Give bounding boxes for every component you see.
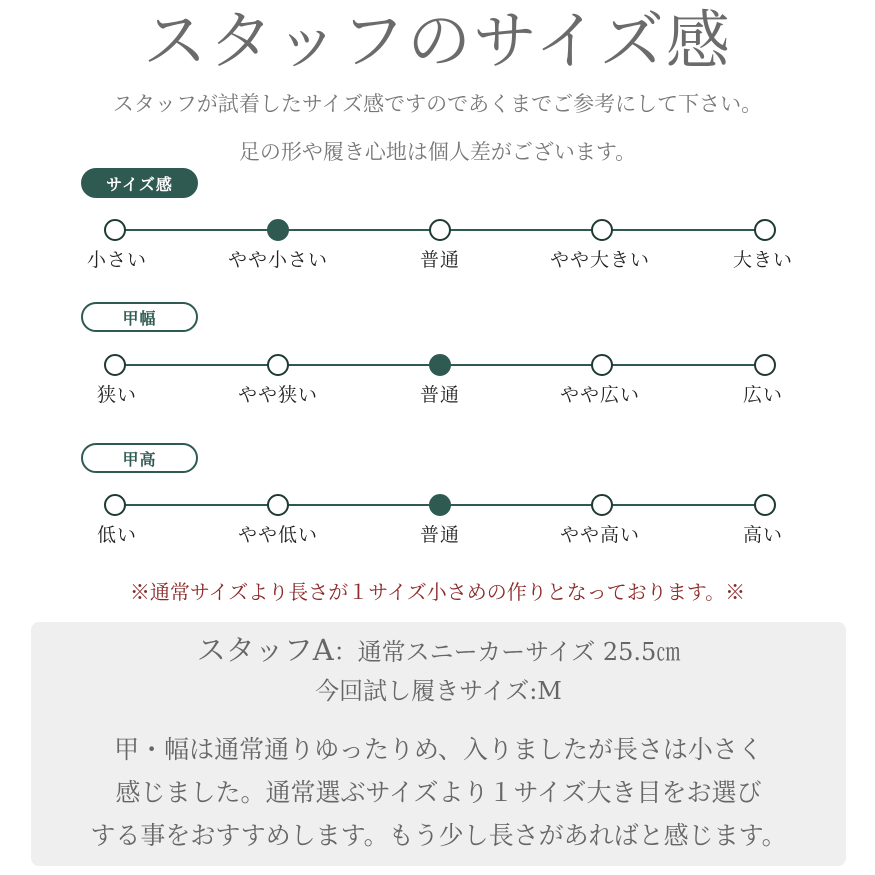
instep-height-scale [0, 492, 875, 552]
instep-width-scale [0, 352, 875, 412]
intro-line-1: スタッフが試着したサイズ感ですのであくまでご参考にして下さい。 [112, 92, 763, 116]
scale-label: 普通 [419, 384, 461, 406]
scale-label: やや狭い [237, 384, 319, 406]
scale-dot-5 [754, 354, 776, 376]
staff-name: スタッフA [196, 633, 334, 667]
scale-dot-3 [429, 219, 451, 241]
scale-dot-2 [267, 494, 289, 516]
scale-label: 高い [742, 524, 784, 546]
instep-width-badge: 甲幅 [81, 302, 198, 332]
scale-dot-5 [754, 219, 776, 241]
intro-line-2: 足の形や履き心地は個人差がございます。 [238, 140, 637, 164]
size-notice: ※通常サイズより長さが１サイズ小さめの作りとなっております。※ [129, 580, 746, 604]
staff-heading [31, 630, 846, 672]
scale-dot-4 [591, 354, 613, 376]
scale-label: 普通 [419, 524, 461, 546]
scale-label: 小さい [86, 249, 148, 271]
usual-size: 通常スニーカーサイズ 25.5㎝ [357, 638, 681, 666]
scale-dot-5 [754, 494, 776, 516]
comment-line: する事をおすすめします。もう少し長さがあればと感じます。 [90, 821, 787, 850]
comment-line: 感じました。通常選ぶサイズより１サイズ大き目をお選び [115, 778, 762, 807]
scale-label: やや低い [237, 524, 319, 546]
scale-label: やや高い [559, 524, 641, 546]
trial-size: 今回試し履きサイズ:M [315, 677, 562, 705]
scale-dot-2 [267, 354, 289, 376]
comment-line: 甲・幅は通常通りゆったりめ、入りましたが長さは小さく [114, 735, 763, 764]
staff-review-card [31, 622, 846, 866]
size-feel-badge: サイズ感 [81, 168, 198, 198]
size-feel-scale [0, 217, 875, 277]
staff-comment [31, 728, 846, 857]
scale-dot-4 [591, 494, 613, 516]
scale-dot-2-selected [267, 219, 289, 241]
scale-label: 広い [742, 384, 784, 406]
page-title: スタッフのサイズ感 [143, 5, 732, 79]
scale-dot-4 [591, 219, 613, 241]
scale-label: 大きい [732, 249, 794, 271]
scale-label: やや大きい [549, 249, 651, 271]
scale-label: 狭い [96, 384, 138, 406]
scale-dot-1 [104, 354, 126, 376]
scale-dot-1 [104, 219, 126, 241]
scale-label: やや広い [559, 384, 641, 406]
staff-separator: ： [333, 638, 358, 666]
instep-height-badge: 甲高 [81, 443, 198, 473]
scale-dot-3-selected [429, 354, 451, 376]
scale-dot-1 [104, 494, 126, 516]
scale-label: やや小さい [227, 249, 329, 271]
scale-label: 普通 [419, 249, 461, 271]
scale-label: 低い [96, 524, 138, 546]
scale-dot-3-selected [429, 494, 451, 516]
